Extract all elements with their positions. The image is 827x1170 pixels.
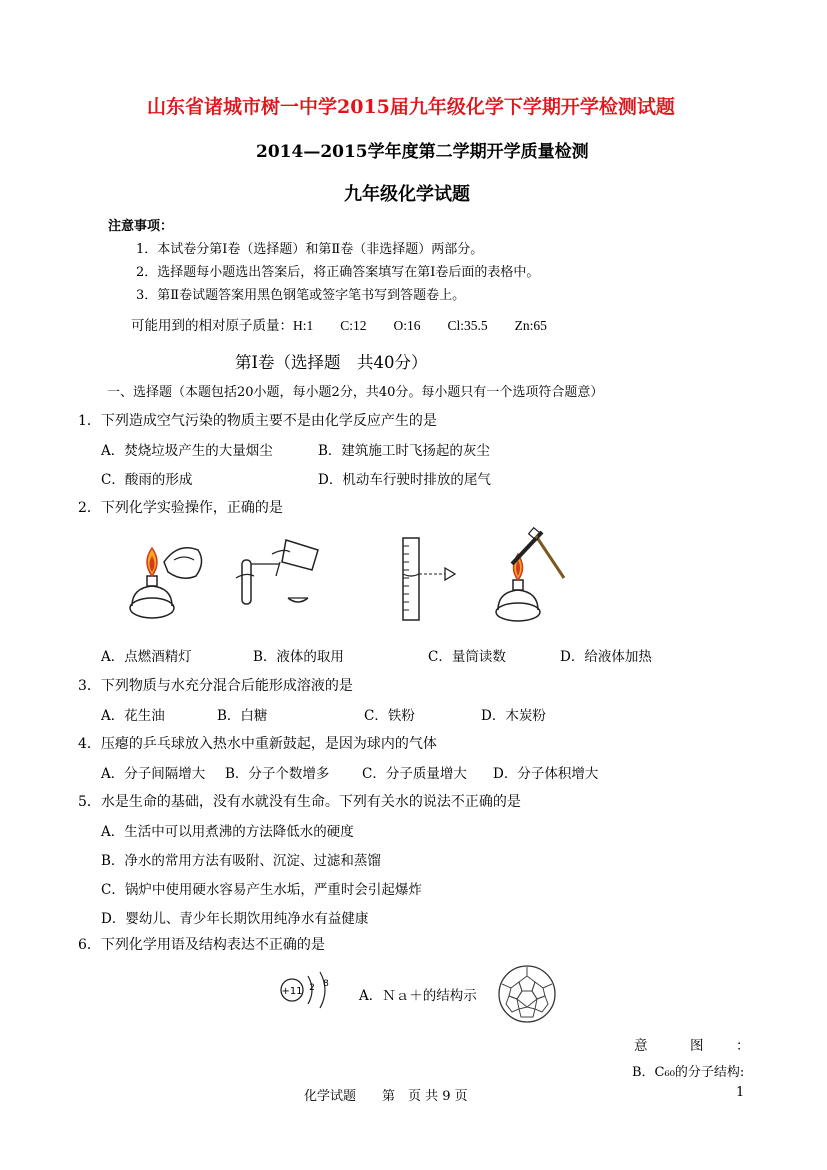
question-stem: 1．下列造成空气污染的物质主要不是由化学反应产生的是 (78, 413, 437, 429)
exam-subtitle: 2014—2015学年度第二学期开学质量检测 (256, 142, 589, 162)
atomic-mass-line: 可能用到的相对原子质量：H:1 C:12 O:16 Cl:35.5 Zn:65 (131, 318, 547, 333)
exam-title: 九年级化学试题 (344, 184, 470, 205)
option: A．点燃酒精灯 (101, 649, 192, 665)
option: A．生活中可以用煮沸的方法降低水的硬度 (101, 824, 354, 840)
option: D．给液体加热 (560, 649, 652, 665)
option: A．焚烧垃圾产生的大量烟尘 (101, 443, 273, 459)
page-number: 1 (736, 1085, 745, 1100)
option: C．铁粉 (364, 708, 415, 724)
option: D．机动车行驶时排放的尾气 (318, 472, 491, 488)
graduated-cylinder-reading-illustration (395, 532, 465, 624)
option: B．液体的取用 (253, 649, 344, 665)
section-title: 第Ⅰ卷（选择题 共40分） (235, 353, 428, 372)
option: D．婴幼儿、青少年长期饮用纯净水有益健康 (101, 911, 369, 927)
caption-fragment: 图 (690, 1038, 704, 1054)
page-footer: 化学试题 第 页 共 9 页 (304, 1089, 468, 1104)
caption-fragment: ： (736, 1038, 750, 1054)
option: B．白糖 (217, 708, 268, 724)
question-stem: 6．下列化学用语及结构表达不正确的是 (78, 937, 325, 953)
c60-molecule-structure-diagram (495, 962, 559, 1026)
option: C．酸雨的形成 (101, 472, 193, 488)
notes-heading: 注意事项： (108, 219, 174, 234)
option: C．锅炉中使用硬水容易产生水垢，严重时会引起爆炸 (101, 882, 422, 898)
option: B．净水的常用方法有吸附、沉淀、过滤和蒸馏 (101, 853, 381, 869)
sodium-ion-structure-diagram (276, 970, 348, 1010)
option: A．花生油 (101, 708, 165, 724)
question-stem: 3．下列物质与水充分混合后能形成溶液的是 (78, 678, 353, 694)
section-instruction: 一、选择题（本题包括20小题，每小题2分，共40分。每小题只有一个选项符合题意） (107, 385, 604, 400)
note-item: 2．选择题每小题选出答案后，将正确答案填写在第Ⅰ卷后面的表格中。 (136, 265, 540, 280)
alcohol-lamp-lighting-illustration (118, 532, 210, 624)
option: D．分子体积增大 (493, 766, 599, 782)
option: D．木炭粉 (481, 708, 546, 724)
option: C．量筒读数 (428, 649, 506, 665)
option: B．建筑施工时飞扬起的灰尘 (318, 443, 490, 459)
document-source-title: 山东省诸城市树一中学2015届九年级化学下学期开学检测试题 (147, 96, 675, 118)
option: B．分子个数增多 (225, 766, 330, 782)
shell-electrons: 8 (323, 979, 329, 989)
option: A．分子间隔增大 (101, 766, 206, 782)
question-stem: 2．下列化学实验操作，正确的是 (78, 500, 283, 516)
option: B．C₆₀的分子结构: (632, 1065, 745, 1080)
nucleus-charge: +11 (281, 986, 303, 997)
question-stem: 4．压瘪的乒乓球放入热水中重新鼓起，是因为球内的气体 (78, 736, 437, 752)
shell-electrons: 2 (309, 983, 315, 993)
liquid-pouring-illustration (232, 532, 332, 624)
note-item: 3．第Ⅱ卷试题答案用黑色钢笔或签字笔书写到答题卷上。 (136, 288, 466, 303)
caption-fragment: 意 (634, 1038, 648, 1054)
liquid-heating-illustration (490, 526, 570, 626)
note-item: 1．本试卷分第Ⅰ卷（选择题）和第Ⅱ卷（非选择题）两部分。 (136, 242, 484, 257)
option: C．分子质量增大 (362, 766, 467, 782)
option: A．Ｎａ＋的结构示 (359, 988, 477, 1004)
question-stem: 5．水是生命的基础，没有水就没有生命。下列有关水的说法不正确的是 (78, 794, 521, 810)
